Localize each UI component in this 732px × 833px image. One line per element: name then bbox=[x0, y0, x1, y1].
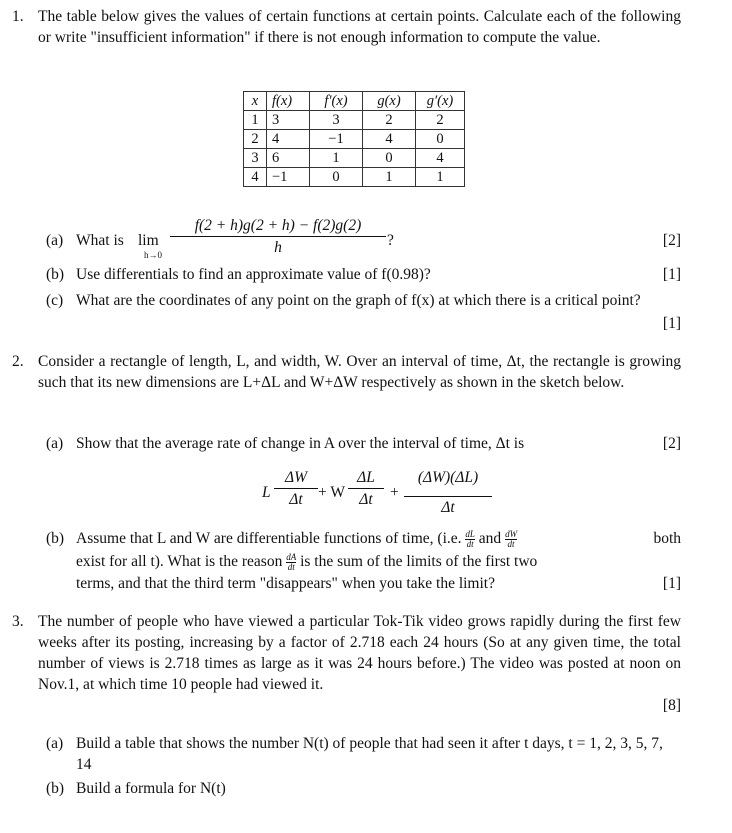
formula-coef-L: L bbox=[262, 484, 271, 501]
q2a-marks: [2] bbox=[662, 435, 681, 452]
table-cell: 0 bbox=[363, 149, 416, 168]
dL: dL bbox=[465, 528, 475, 539]
dA-dt-fraction bbox=[286, 553, 296, 572]
q2b-marks: [1] bbox=[662, 575, 681, 592]
formula-term3-den: Δt bbox=[404, 496, 492, 518]
dt-1: dt bbox=[466, 538, 474, 549]
table-cell: 2 bbox=[244, 130, 267, 149]
q1a-label: (a) bbox=[46, 232, 64, 249]
table-cell: 4 bbox=[416, 149, 465, 168]
q1a-marks: [2] bbox=[662, 232, 681, 249]
table-row bbox=[244, 168, 465, 187]
q3a-label: (a) bbox=[46, 735, 64, 752]
q2b-line2 bbox=[76, 551, 681, 572]
q2a-label: (a) bbox=[46, 435, 64, 452]
formula-term1-den: Δt bbox=[289, 491, 303, 508]
q1a-lim: lim bbox=[138, 232, 159, 249]
q1a-end: ? bbox=[387, 232, 394, 249]
q2b-line1 bbox=[76, 528, 681, 549]
table-header-row bbox=[244, 92, 465, 111]
formula-term3 bbox=[404, 467, 492, 518]
table-header-cell: g′(x) bbox=[416, 92, 465, 111]
q1b-marks: [1] bbox=[662, 266, 681, 283]
table-cell: 1 bbox=[416, 168, 465, 187]
dA: dA bbox=[286, 551, 297, 562]
values-table bbox=[243, 91, 465, 187]
formula-op2: + bbox=[390, 484, 399, 501]
table-header-cell: x bbox=[244, 92, 267, 111]
table-cell: 4 bbox=[267, 130, 310, 149]
table-header-cell: f(x) bbox=[267, 92, 310, 111]
table-cell: −1 bbox=[310, 130, 363, 149]
dt-2: dt bbox=[507, 538, 515, 549]
table-header-cell: f′(x) bbox=[310, 92, 363, 111]
table-cell: −1 bbox=[267, 168, 310, 187]
q1c-label: (c) bbox=[46, 292, 64, 309]
table-cell: 3 bbox=[267, 111, 310, 130]
q1-number: 1. bbox=[12, 8, 24, 25]
q3-intro: The number of people who have viewed a particular Tok-Tik video grows rapidly during the first few weeks after its posting, increasing by a factor of 2.718 each 24 hours (So at any given time, the total number of views is 2.718 times as large as it was 24 hours before.) The video was posted at noon on Nov.1, at which time 10 people had viewed it. bbox=[38, 613, 681, 693]
dW-dt-fraction bbox=[505, 530, 517, 549]
table-cell: 6 bbox=[267, 149, 310, 168]
q3a-text: Build a table that shows the number N(t) of people that had seen it after t days, t = 1, 2, 3, 5, 7, 14 bbox=[76, 735, 663, 773]
table-cell: 1 bbox=[310, 149, 363, 168]
table-cell: 3 bbox=[310, 111, 363, 130]
q1c-text: What are the coordinates of any point on the graph of f(x) at which there is a critical point? bbox=[76, 292, 641, 309]
formula-term2 bbox=[348, 467, 384, 510]
q1a-fraction bbox=[170, 215, 386, 258]
q2a-text: Show that the average rate of change in A over the interval of time, Δt is bbox=[76, 435, 525, 452]
q2-intro: Consider a rectangle of length, L, and width, W. Over an interval of time, Δt, the rectangle is growing such that its new dimensions are L+ΔL and W+ΔW respectively as shown in the sketch below. bbox=[38, 353, 681, 391]
q2b-label: (b) bbox=[46, 530, 65, 547]
table-row bbox=[244, 130, 465, 149]
table-cell: 0 bbox=[310, 168, 363, 187]
q1a-denominator: h bbox=[274, 239, 282, 256]
q1a-lim-sub: h→0 bbox=[144, 250, 162, 260]
q1b-label: (b) bbox=[46, 266, 65, 283]
formula-term1 bbox=[274, 467, 318, 510]
q2b-and: and bbox=[478, 530, 502, 547]
dt-3: dt bbox=[287, 561, 295, 572]
q1a-numerator: f(2 + h)g(2 + h) − f(2)g(2) bbox=[170, 215, 386, 237]
q3-number: 3. bbox=[12, 613, 24, 630]
formula-term2-den: Δt bbox=[359, 491, 373, 508]
table-cell: 4 bbox=[363, 130, 416, 149]
q2b-line1-start: Assume that L and W are differentiable functions of time, (i.e. bbox=[76, 530, 462, 547]
dW: dW bbox=[505, 528, 518, 539]
dL-dt-fraction bbox=[465, 530, 475, 549]
table-cell: 2 bbox=[363, 111, 416, 130]
q2b-line3: terms, and that the third term "disappears" when you take the limit? bbox=[76, 575, 495, 592]
q1b-text: Use differentials to find an approximate value of f(0.98)? bbox=[76, 266, 431, 283]
table-cell: 4 bbox=[244, 168, 267, 187]
q1-intro: The table below gives the values of certain functions at certain points. Calculate each of the following or write "insufficient information" if there is not enough information to compute the value. bbox=[38, 8, 681, 46]
formula-op1: + W bbox=[318, 484, 345, 501]
table-cell: 1 bbox=[363, 168, 416, 187]
q2b-line2-end: is the sum of the limits of the first two bbox=[300, 553, 538, 570]
q1c-marks: [1] bbox=[662, 315, 681, 332]
q3b-label: (b) bbox=[46, 780, 65, 797]
table-cell: 2 bbox=[416, 111, 465, 130]
table-cell: 0 bbox=[416, 130, 465, 149]
table-cell: 1 bbox=[244, 111, 267, 130]
q2b-line1-end: both bbox=[653, 530, 681, 547]
table-cell: 3 bbox=[244, 149, 267, 168]
table-row bbox=[244, 111, 465, 130]
q3-marks: [8] bbox=[662, 697, 681, 714]
formula-term3-num: (ΔW)(ΔL) bbox=[417, 469, 479, 486]
q2-number: 2. bbox=[12, 353, 24, 370]
q3b-text: Build a formula for N(t) bbox=[76, 780, 226, 797]
formula-term2-num: ΔL bbox=[348, 467, 384, 489]
table-header-cell: g(x) bbox=[363, 92, 416, 111]
q2b-line2-start: exist for all t). What is the reason bbox=[76, 553, 283, 570]
q1a-text: What is bbox=[76, 232, 124, 249]
table-row bbox=[244, 149, 465, 168]
formula-term1-num: ΔW bbox=[274, 467, 318, 489]
